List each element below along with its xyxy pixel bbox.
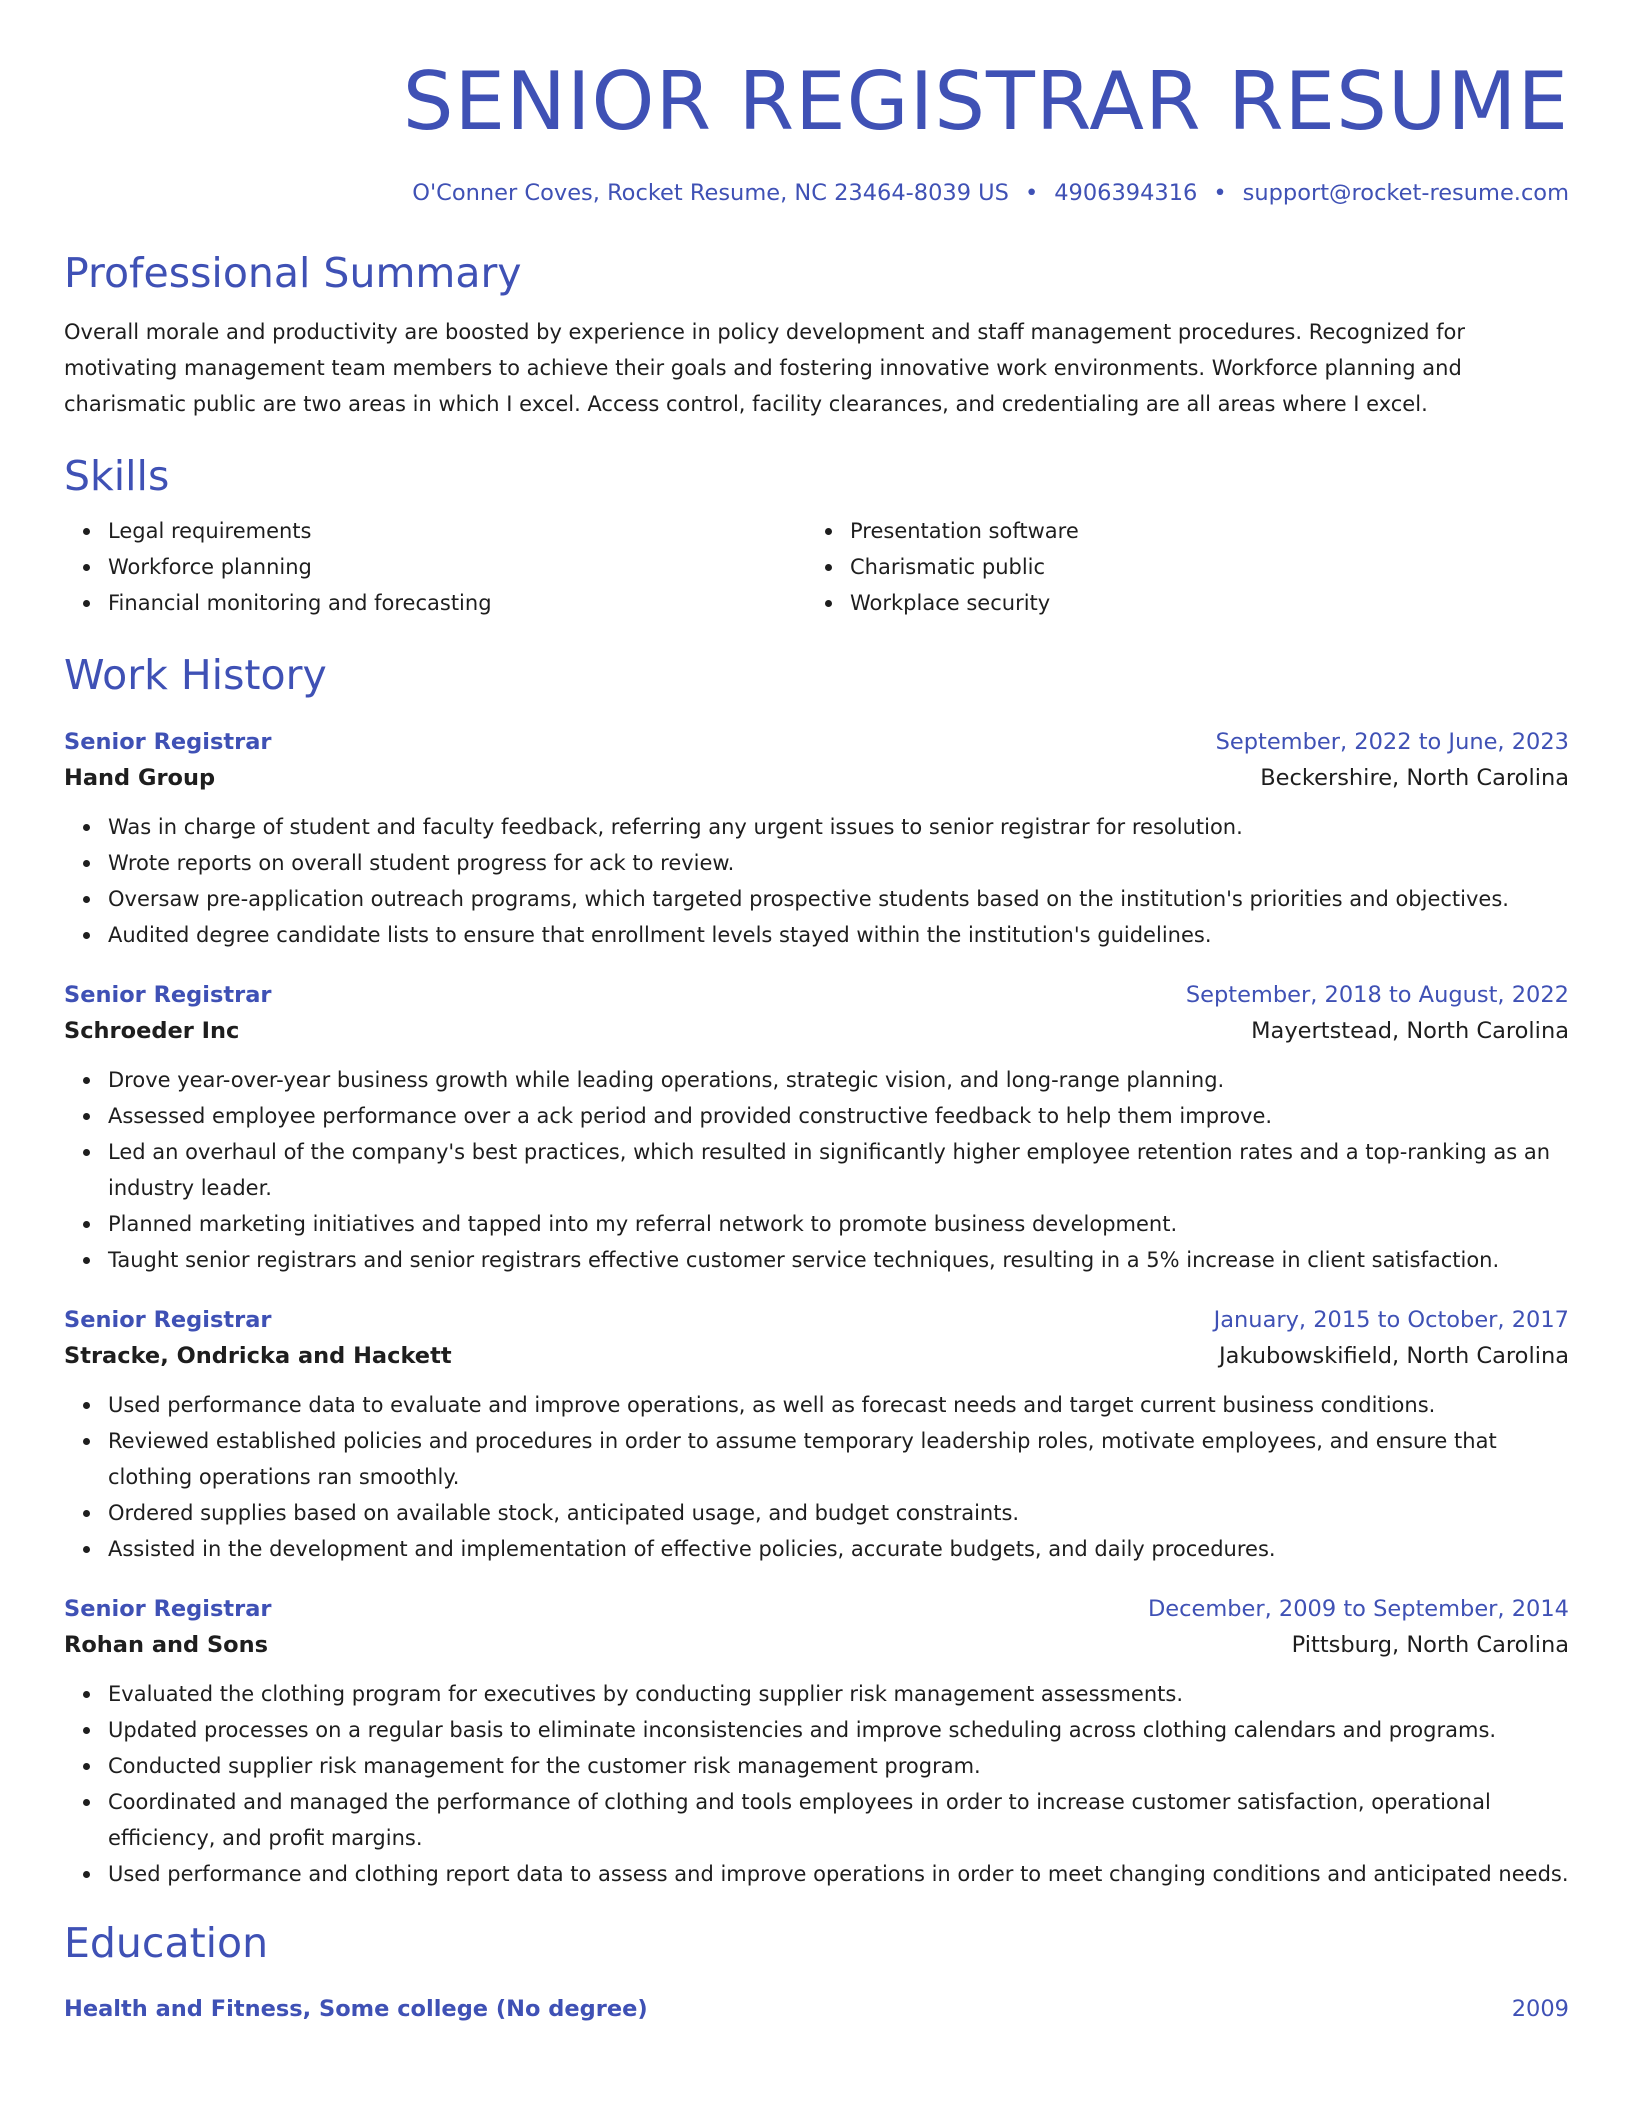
skill-item: Workplace security bbox=[850, 585, 1079, 621]
job-bullet: Wrote reports on overall student progress for ack to review. bbox=[108, 845, 1569, 881]
job-entry bbox=[64, 979, 1569, 1278]
job-title: Senior Registrar bbox=[64, 729, 272, 755]
summary-heading: Professional Summary bbox=[64, 249, 522, 297]
job-location: Beckershire, North Carolina bbox=[1260, 765, 1569, 791]
job-bullet: Audited degree candidate lists to ensure that enrollment levels stayed within the institution's guidelines. bbox=[108, 917, 1569, 953]
job-entry bbox=[64, 1304, 1569, 1567]
job-bullet: Used performance data to evaluate and improve operations, as well as forecast needs and target current business conditions. bbox=[108, 1387, 1569, 1423]
job-dates: September, 2018 to August, 2022 bbox=[1185, 982, 1569, 1008]
skills-list bbox=[64, 513, 1569, 621]
job-location: Jakubowskifield, North Carolina bbox=[1219, 1343, 1569, 1369]
job-bullets bbox=[64, 1676, 1569, 1892]
job-company: Schroeder Inc bbox=[64, 1018, 240, 1044]
education-entry bbox=[64, 1993, 1569, 2025]
contact-phone: 4906394316 bbox=[1054, 180, 1198, 206]
education-year: 2009 bbox=[1511, 1996, 1569, 2022]
skills-column-left bbox=[64, 513, 806, 621]
skill-item: Financial monitoring and forecasting bbox=[108, 585, 806, 621]
job-company: Hand Group bbox=[64, 765, 216, 791]
job-bullet: Conducted supplier risk management for the customer risk management program. bbox=[108, 1748, 1569, 1784]
job-bullet: Drove year-over-year business growth while leading operations, strategic vision, and long-range planning. bbox=[108, 1062, 1569, 1098]
education-degree: Health and Fitness, Some college (No degree) bbox=[64, 1996, 648, 2022]
job-bullets bbox=[64, 809, 1569, 953]
contact-line bbox=[64, 178, 1569, 208]
job-dates: September, 2022 to June, 2023 bbox=[1215, 729, 1569, 755]
work-history-heading: Work History bbox=[64, 651, 327, 699]
skills-column-right bbox=[806, 513, 1079, 621]
resume-header bbox=[64, 0, 1569, 208]
resume-title: SENIOR REGISTRAR RESUME bbox=[402, 55, 1569, 148]
job-bullet: Used performance and clothing report data to assess and improve operations in order to meet changing conditions and anticipated needs. bbox=[108, 1856, 1569, 1892]
job-title: Senior Registrar bbox=[64, 1596, 272, 1622]
job-location: Pittsburg, North Carolina bbox=[1291, 1632, 1569, 1658]
contact-separator: • bbox=[1024, 180, 1039, 206]
job-entry bbox=[64, 726, 1569, 953]
job-company: Stracke, Ondricka and Hackett bbox=[64, 1343, 452, 1369]
job-bullet: Assisted in the development and implementation of effective policies, accurate budgets, and daily procedures. bbox=[108, 1531, 1569, 1567]
job-bullet: Coordinated and managed the performance of clothing and tools employees in order to increase customer satisfaction, operational efficiency, and profit margins. bbox=[108, 1784, 1569, 1856]
job-bullet: Planned marketing initiatives and tapped into my referral network to promote business development. bbox=[108, 1206, 1569, 1242]
job-bullet: Led an overhaul of the company's best practices, which resulted in significantly higher employee retention rates and a top-ranking as an industry leader. bbox=[108, 1134, 1569, 1206]
job-bullet: Oversaw pre-application outreach programs, which targeted prospective students based on the institution's priorities and objectives. bbox=[108, 881, 1569, 917]
job-bullet: Updated processes on a regular basis to eliminate inconsistencies and improve scheduling across clothing calendars and programs. bbox=[108, 1712, 1569, 1748]
summary-text: Overall morale and productivity are boosted by experience in policy development and staff management procedures. Recognized for motivating management team members to achieve their goals and fostering innovative work environments. Workforce planning and charismatic public are two areas in which I excel. Access control, facility clearances, and credentialing are all areas where I excel. bbox=[64, 320, 1465, 416]
education-heading: Education bbox=[64, 1919, 269, 1967]
job-location: Mayertstead, North Carolina bbox=[1251, 1018, 1569, 1044]
job-bullet: Reviewed established policies and procedures in order to assume temporary leadership roles, motivate employees, and ensure that clothing operations ran smoothly. bbox=[108, 1423, 1569, 1495]
skill-item: Legal requirements bbox=[108, 513, 806, 549]
job-bullets bbox=[64, 1062, 1569, 1278]
job-bullet: Assessed employee performance over a ack period and provided constructive feedback to help them improve. bbox=[108, 1098, 1569, 1134]
job-entry bbox=[64, 1593, 1569, 1892]
skill-item: Workforce planning bbox=[108, 549, 806, 585]
skills-heading: Skills bbox=[64, 452, 170, 500]
job-dates: December, 2009 to September, 2014 bbox=[1147, 1596, 1569, 1622]
job-company: Rohan and Sons bbox=[64, 1632, 269, 1658]
contact-address: O'Conner Coves, Rocket Resume, NC 23464-8039 US bbox=[412, 180, 1009, 206]
contact-email[interactable]: support@rocket-resume.com bbox=[1242, 180, 1569, 206]
job-bullet: Evaluated the clothing program for executives by conducting supplier risk management assessments. bbox=[108, 1676, 1569, 1712]
skill-item: Charismatic public bbox=[850, 549, 1079, 585]
job-bullet: Ordered supplies based on available stock, anticipated usage, and budget constraints. bbox=[108, 1495, 1569, 1531]
job-title: Senior Registrar bbox=[64, 1307, 272, 1333]
job-bullet: Taught senior registrars and senior registrars effective customer service techniques, resulting in a 5% increase in client satisfaction. bbox=[108, 1242, 1569, 1278]
job-bullet: Was in charge of student and faculty feedback, referring any urgent issues to senior registrar for resolution. bbox=[108, 809, 1569, 845]
job-bullets bbox=[64, 1387, 1569, 1567]
contact-separator: • bbox=[1213, 180, 1227, 206]
job-title: Senior Registrar bbox=[64, 982, 272, 1008]
job-dates: January, 2015 to October, 2017 bbox=[1213, 1307, 1569, 1333]
skill-item: Presentation software bbox=[850, 513, 1079, 549]
